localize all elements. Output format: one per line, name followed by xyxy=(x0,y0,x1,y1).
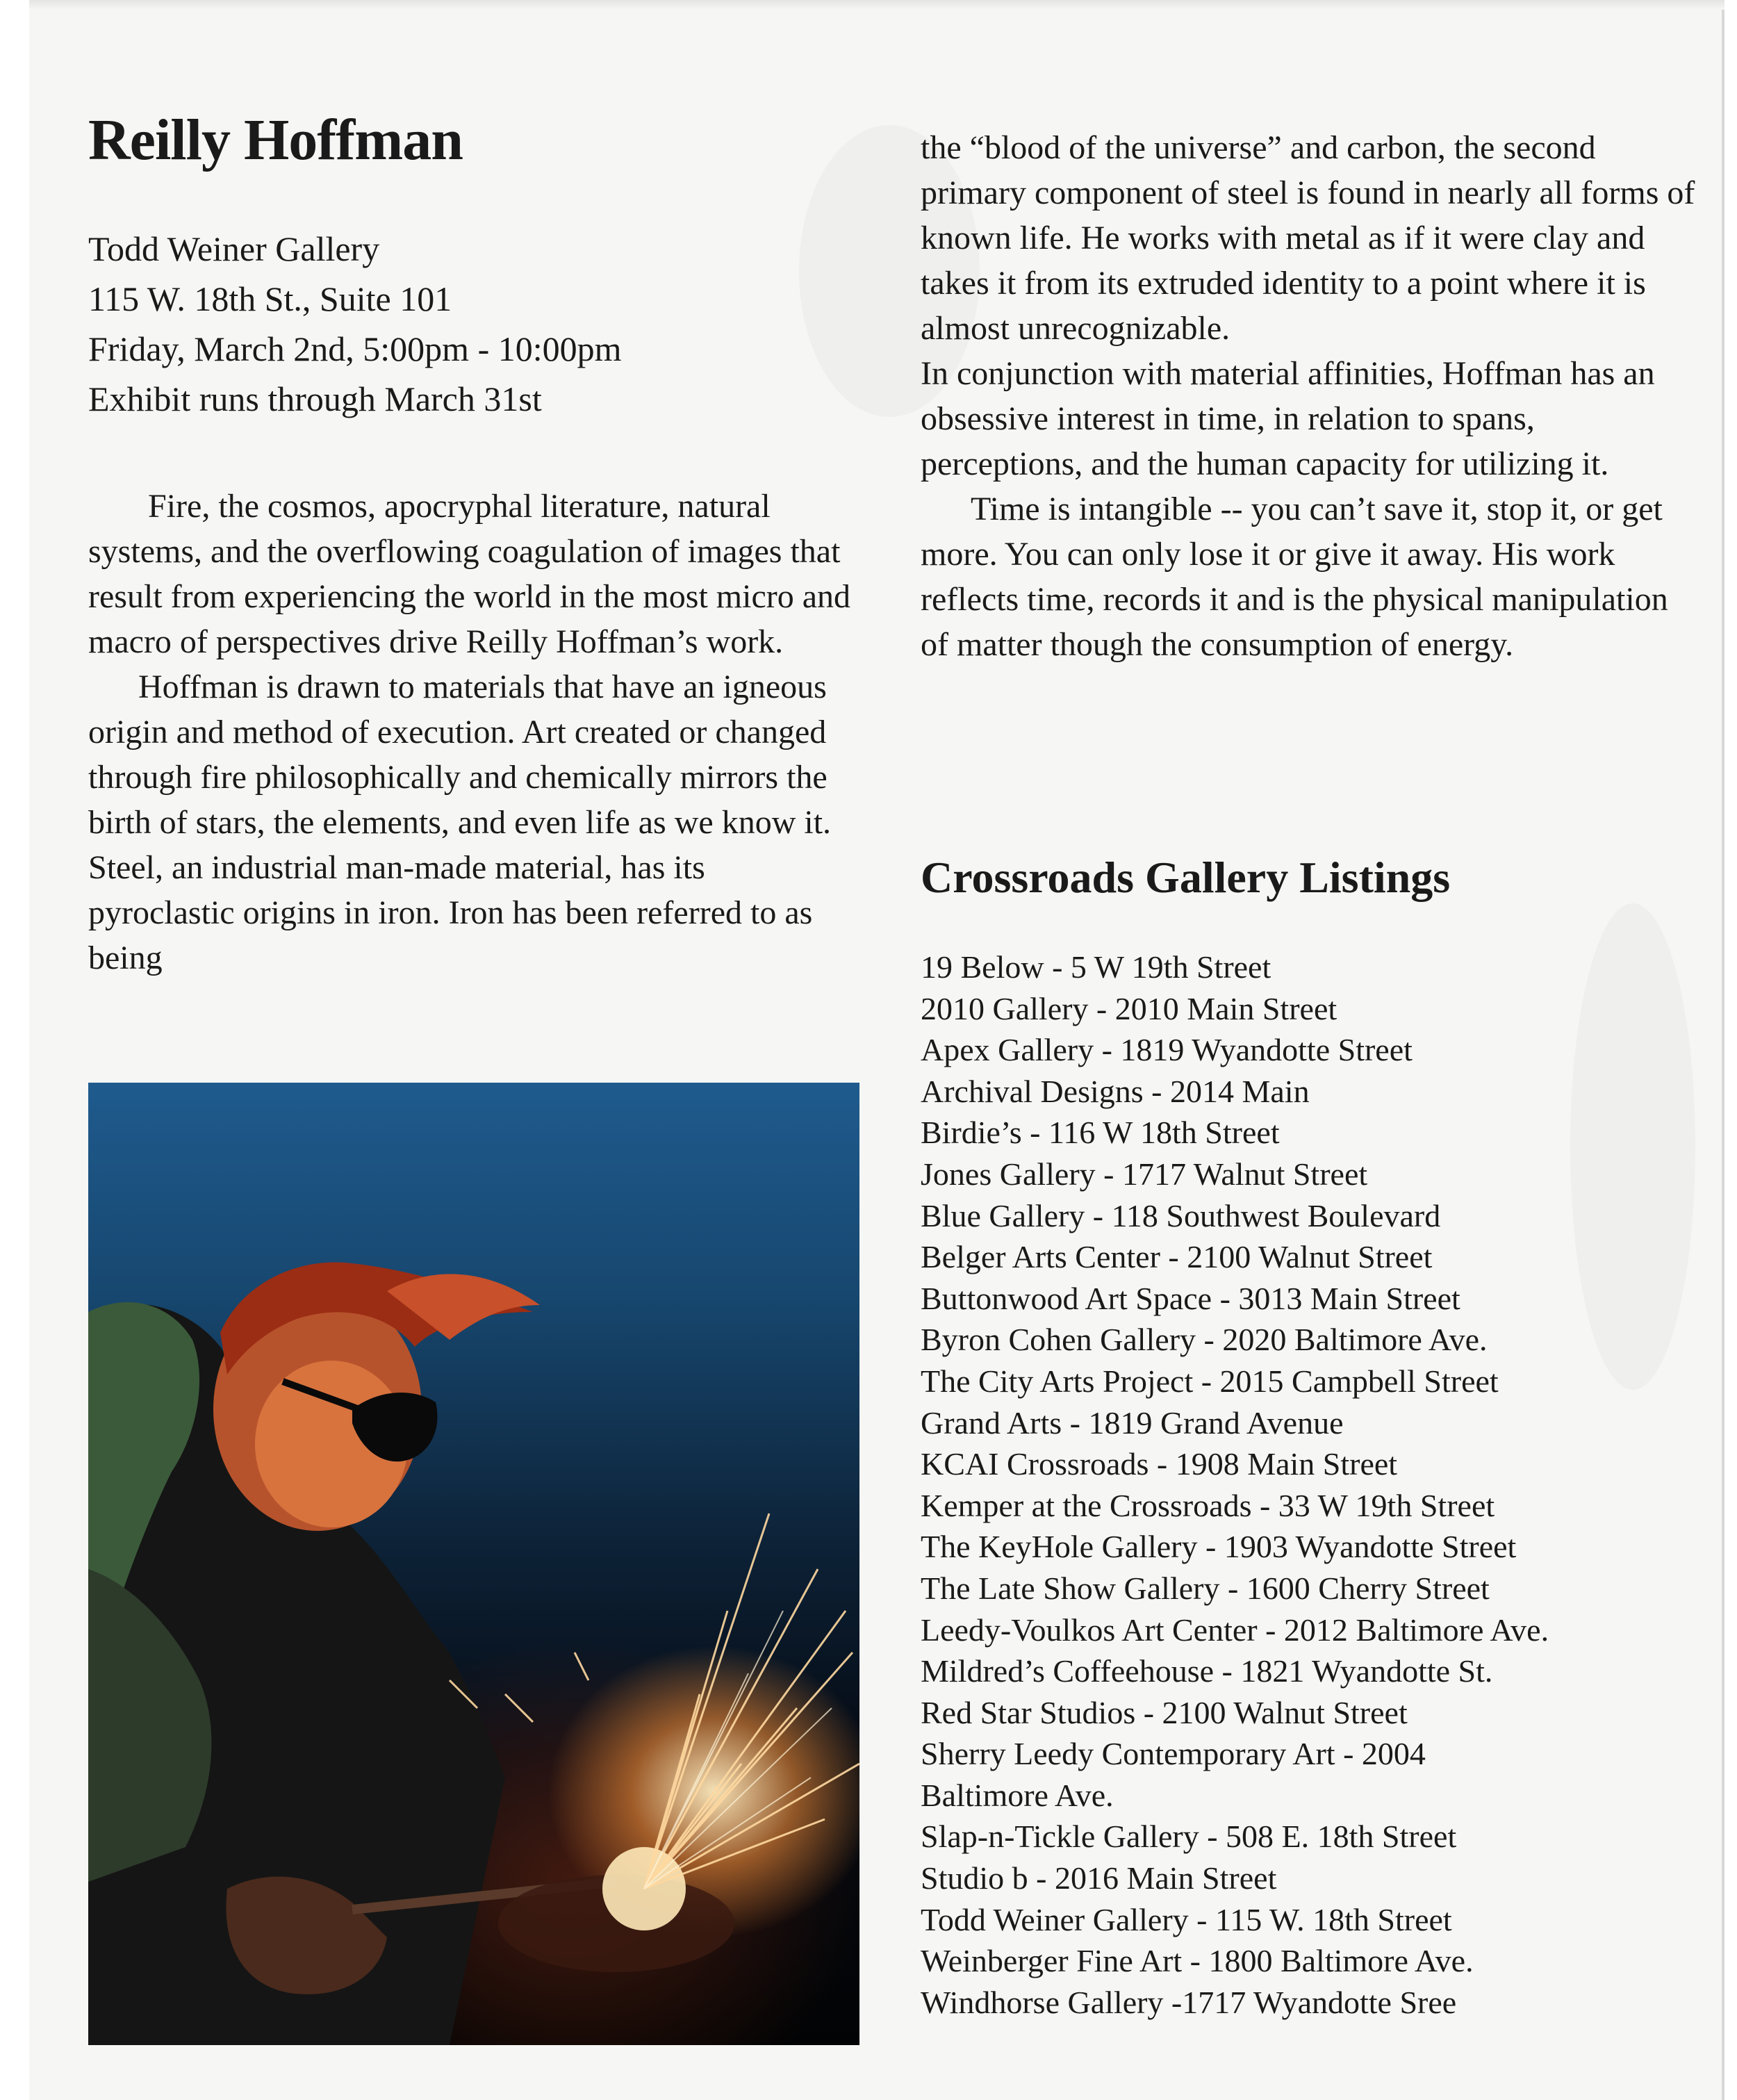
article-paragraph: the “blood of the universe” and carbon, the second primary component of steel is found in nearly all forms of known life. He works with metal as if it were clay and takes it from its extruded identity to a point where it is almost unrecognizable. xyxy=(921,129,1695,347)
gallery-listings xyxy=(921,946,1713,2023)
event-datetime: Friday, March 2nd, 5:00pm - 10:00pm xyxy=(88,329,622,368)
list-item: Jones Gallery - 1717 Walnut Street xyxy=(921,1156,1368,1192)
page-edge-shadow xyxy=(29,0,1724,10)
list-item: KCAI Crossroads - 1908 Main Street xyxy=(921,1446,1398,1482)
welder-photo xyxy=(88,1083,859,2045)
list-item: Archival Designs - 2014 Main xyxy=(921,1073,1310,1109)
list-item: Byron Cohen Gallery - 2020 Baltimore Ave. xyxy=(921,1322,1488,1358)
event-venue: Todd Weiner Gallery xyxy=(88,229,380,268)
article-left-column xyxy=(88,108,859,981)
event-info xyxy=(88,224,859,424)
list-item: 2010 Gallery - 2010 Main Street xyxy=(921,990,1337,1026)
article-paragraph: Time is intangible -- you can’t save it, stop it, or get more. You can only lose it or give it away. His work reflects time, records it and is the physical manipulation of matter though the consumption of energy. xyxy=(921,491,1668,663)
list-item: Weinberger Fine Art - 1800 Baltimore Ave. xyxy=(921,1943,1474,1979)
article-paragraph: Fire, the cosmos, apocryphal literature, natural systems, and the overflowing coagulation of images that result from experiencing the world in the most micro and macro of perspectives drive Reilly Hoffman’s work. xyxy=(88,488,851,660)
list-item: Grand Arts - 1819 Grand Avenue xyxy=(921,1404,1344,1441)
article-right-column xyxy=(921,125,1699,667)
list-item: Studio b - 2016 Main Street xyxy=(921,1860,1277,1896)
list-item: Belger Arts Center - 2100 Walnut Street xyxy=(921,1239,1433,1275)
list-item: The Late Show Gallery - 1600 Cherry Street xyxy=(921,1570,1490,1606)
list-item: Kemper at the Crossroads - 33 W 19th Street xyxy=(921,1487,1495,1523)
list-item: Birdie’s - 116 W 18th Street xyxy=(921,1115,1280,1151)
list-item: Leedy-Voulkos Art Center - 2012 Baltimore Ave. xyxy=(921,1611,1549,1648)
list-item: Baltimore Ave. xyxy=(921,1777,1114,1813)
list-item: Red Star Studios - 2100 Walnut Street xyxy=(921,1694,1408,1730)
listings-title: Crossroads Gallery Listings xyxy=(921,853,1451,902)
list-item: Apex Gallery - 1819 Wyandotte Street xyxy=(921,1032,1413,1068)
article-title: Reilly Hoffman xyxy=(88,108,463,172)
article-paragraph: In conjunction with material affinities, Hoffman has an obsessive interest in time, in relation to spans, perceptions, and the human capacity for utilizing it. xyxy=(921,355,1655,482)
event-run-dates: Exhibit runs through March 31st xyxy=(88,379,542,418)
list-item: Windhorse Gallery -1717 Wyandotte Sree xyxy=(921,1984,1457,2020)
list-item: The City Arts Project - 2015 Campbell Street xyxy=(921,1363,1499,1399)
list-item: The KeyHole Gallery - 1903 Wyandotte Street xyxy=(921,1529,1517,1565)
list-item: Sherry Leedy Contemporary Art - 2004 xyxy=(921,1736,1426,1772)
list-item: Slap-n-Tickle Gallery - 508 E. 18th Street xyxy=(921,1819,1457,1855)
list-item: Todd Weiner Gallery - 115 W. 18th Street xyxy=(921,1901,1452,1937)
article-paragraph: Hoffman is drawn to materials that have an igneous origin and method of execution. Art created or changed through fire philosophically and chemically mirrors the birth of stars, the elements, and even life as we know it. Steel, an industrial man-made material, has its pyroclastic origins in iron. Iron has been referred to as being xyxy=(88,668,832,976)
event-address: 115 W. 18th St., Suite 101 xyxy=(88,279,452,318)
list-item: Mildred’s Coffeehouse - 1821 Wyandotte St. xyxy=(921,1653,1493,1689)
article-body-left xyxy=(88,484,859,981)
list-item: 19 Below - 5 W 19th Street xyxy=(921,949,1271,985)
list-item: Buttonwood Art Space - 3013 Main Street xyxy=(921,1280,1460,1316)
list-item: Blue Gallery - 118 Southwest Boulevard xyxy=(921,1197,1441,1233)
welder-photo-illustration xyxy=(88,1083,859,2045)
